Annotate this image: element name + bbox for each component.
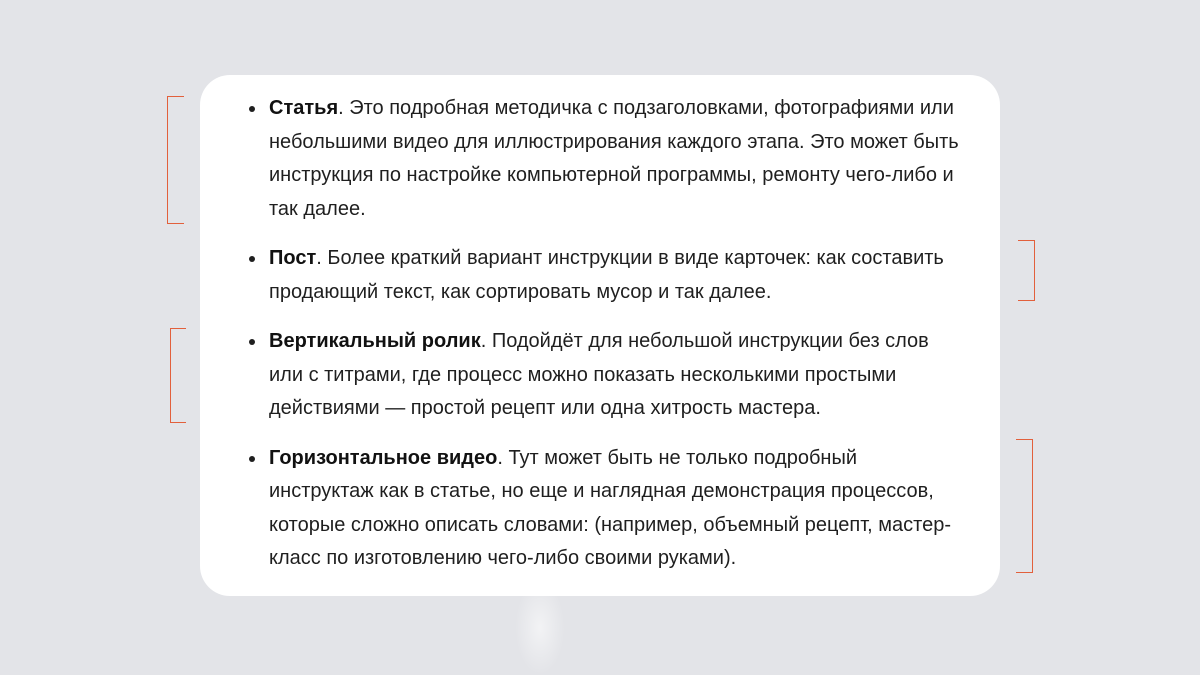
decorative-glow xyxy=(515,596,565,675)
item-term: Горизонтальное видео xyxy=(269,446,498,469)
item-term: Статья xyxy=(269,97,339,119)
decorative-bracket-right-top xyxy=(1018,240,1035,301)
item-description: . Подойдёт для небольшой инструкции без слов или с титрами, где процесс можно показать несколькими простыми действиями — простой рецепт или одна хитрость мастера. xyxy=(269,330,929,419)
bullet-icon xyxy=(249,456,255,462)
bullet-icon xyxy=(249,106,255,112)
list-item-vertical-video xyxy=(247,325,960,426)
list-item-article xyxy=(247,92,960,226)
bullet-icon xyxy=(249,339,255,345)
item-term: Пост xyxy=(269,247,317,269)
item-description: . Это подробная методичка с подзаголовками, фотографиями или небольшими видео для иллюстрирования каждого этапа. Это может быть инструкция по настройке компьютерной программы, ремонту чего-либо и так далее. xyxy=(269,97,959,220)
list-item-post xyxy=(247,242,960,309)
decorative-bracket-left-middle xyxy=(170,328,186,423)
decorative-bracket-right-bottom xyxy=(1016,439,1033,573)
content-card xyxy=(200,75,1000,596)
item-description: . Тут может быть не только подробный инструктаж как в статье, но еще и наглядная демонстрация процессов, которые сложно описать словами: (например, объемный рецепт, мастер-класс по изготовлению чего-либо своими руками). xyxy=(269,446,952,569)
bullet-icon xyxy=(249,256,255,262)
list-item-horizontal-video xyxy=(247,442,960,576)
decorative-bracket-left-top xyxy=(167,96,184,224)
item-description: . Более краткий вариант инструкции в виде карточек: как составить продающий текст, как сортировать мусор и так далее. xyxy=(269,247,944,303)
item-term: Вертикальный ролик xyxy=(269,330,481,352)
formats-list xyxy=(247,92,960,576)
